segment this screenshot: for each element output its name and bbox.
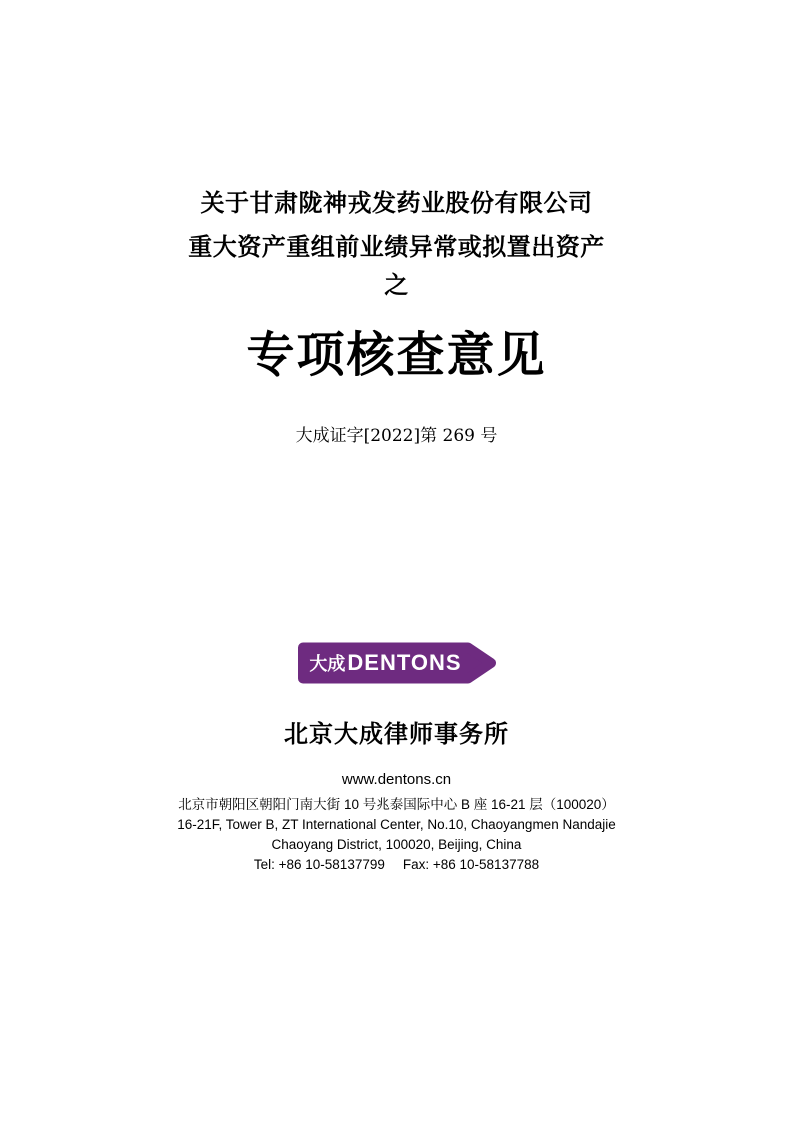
- firm-telfax-line: [0, 855, 793, 875]
- firm-address-chinese: 北京市朝阳区朝阳门南大街 10 号兆泰国际中心 B 座 16-21 层（100020）: [178, 797, 615, 812]
- logo-wordmark: [294, 643, 478, 683]
- document-number: 大成证字[2022]第 269 号: [295, 426, 498, 446]
- document-title-line-1: 关于甘肃陇神戎发药业股份有限公司: [200, 188, 593, 217]
- firm-address-block: [0, 795, 793, 875]
- firm-fax: Fax: +86 10-58137788: [402, 857, 540, 872]
- logo-chinese-wordmark: 大成: [309, 654, 346, 674]
- document-title-connector: 之: [384, 270, 409, 299]
- firm-name: 北京大成律师事务所: [284, 721, 509, 748]
- firm-address-english-line2: Chaoyang District, 100020, Beijing, China: [271, 837, 522, 852]
- dentons-logo: [294, 642, 500, 684]
- firm-tel: Tel: +86 10-58137799: [253, 857, 385, 872]
- firm-address-english-line1: 16-21F, Tower B, ZT International Center, No.10, Chaoyangmen Nandajie: [177, 817, 616, 832]
- firm-website: www.dentons.cn: [341, 771, 452, 788]
- logo-english-wordmark: DENTONS: [347, 650, 462, 675]
- document-main-title: 专项核查意见: [246, 327, 547, 383]
- document-title-line-2: 重大资产重组前业绩异常或拟置出资产: [188, 232, 605, 261]
